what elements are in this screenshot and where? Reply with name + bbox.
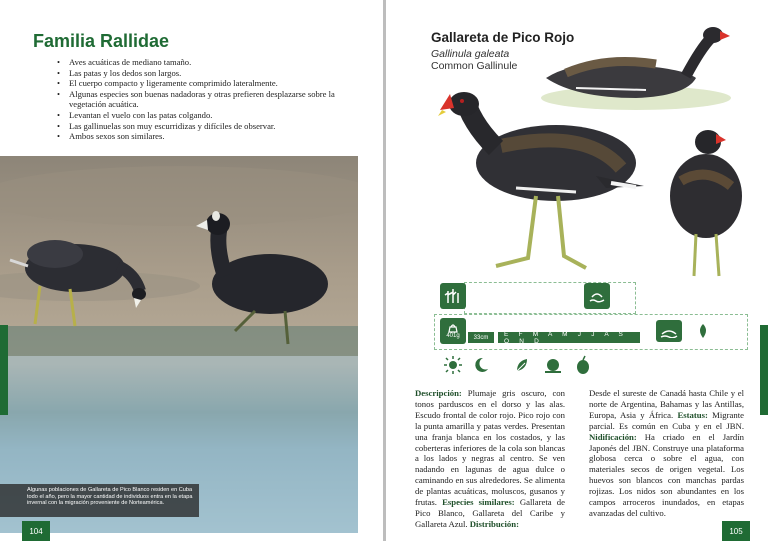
swim-icon <box>656 320 682 342</box>
description-text: Plumaje gris oscuro, con tonos parduscos en el dorso y las alas. Escudo frontal de color rojo. Pico rojo con la punta amarilla y patas verdes. Presentan una franja blanca en los costados, y las coberteras inferiores de la cola son blancas a los lados y negras al centro. Se ven nadando en lagunas de agua dulce o caminando en sus alrededores. Se alimenta de plantas acuáticas, moluscos, gusanos y frutas. <box>415 388 565 508</box>
coot-photo <box>0 156 358 533</box>
weight-icon <box>440 318 466 344</box>
trait-item: • Las patas y los dedos son largos. <box>55 68 355 79</box>
habitat-water-icon <box>584 283 610 309</box>
diet-snail-icon <box>540 352 566 378</box>
weight-value: 401g <box>446 333 460 339</box>
months-bar: E F M A M J J A S O N D <box>498 332 640 343</box>
diet-fruit-icon <box>570 352 596 378</box>
trait-item: • Algunas especies son buenas nadadoras y otras prefieren desplazarse sobre la vegetación acuática. <box>55 89 355 110</box>
nesting-text: Ha criado en el Jardín Japonés del JBN. Construye una plataforma globosa cerca o sobre el agua, con materiales secos de origen vegetal. Los huevos son blancos con manchas pardas rojizas. Los nidos son abundantes en los campos arroceros inundados, en etapas avanzadas del cultivo. <box>589 431 744 518</box>
right-edge-bar <box>760 325 768 415</box>
similar-species-label: Especies similares: <box>442 497 515 508</box>
species-info-icons <box>434 282 746 382</box>
size-value: 33cm <box>468 332 494 343</box>
trait-item: • Levantan el vuelo con las patas colgando. <box>55 110 355 121</box>
trait-item: • Aves acuáticas de mediano tamaño. <box>55 57 355 68</box>
trait-item: • El cuerpo compacto y ligeramente comprimido lateralmente. <box>55 78 355 89</box>
page-number-right: 105 <box>722 521 750 541</box>
description-label: Descripción: <box>415 388 462 398</box>
gallinule-rear-image <box>656 126 756 286</box>
description-column-1 <box>415 388 565 530</box>
coot-walking <box>196 211 328 344</box>
photo-caption: Algunas poblaciones de Gallareta de Pico Blanco residen en Cuba todo el año, pero la mayor cantidad de individuos entra en la etapa invernal con la migración proveniente de Norteamérica. <box>0 484 199 517</box>
similar-species-text: Gallareta de Pico Blanco, Gallareta del Caribe y Gallareta Azul. <box>415 497 566 529</box>
nesting-label: Nidificación: <box>589 431 637 442</box>
diet-plants-icon <box>510 352 536 378</box>
coot-photo-illustration <box>0 156 358 533</box>
habitat-forest-icon <box>440 283 466 309</box>
left-edge-bar <box>0 325 8 415</box>
page-number-left: 104 <box>22 521 50 541</box>
nocturnal-moon-icon <box>468 352 494 378</box>
family-title: Familia Rallidae <box>33 31 170 51</box>
gallinule-standing-image <box>436 88 651 278</box>
diurnal-sun-icon <box>440 352 466 378</box>
description-column-2 <box>589 388 744 519</box>
right-page <box>386 0 768 541</box>
species-title: Gallareta de Pico Rojo <box>431 30 575 45</box>
scientific-name: Gallinula galeata <box>431 48 510 60</box>
common-name: Common Gallinule <box>431 60 518 72</box>
distribution-text: Desde el sureste de Canadá hasta Chile y el norte de Argentina, Bahamas y las Antillas, Europa, Asia y África. <box>589 388 744 420</box>
family-traits-list <box>55 57 355 142</box>
trait-item: • Ambos sexos son similares. <box>55 131 355 142</box>
nesting-icon <box>690 320 716 342</box>
status-text: Migrante parcial. Es común en Cuba y en el JBN. <box>589 409 744 431</box>
trait-item: • Las gallinuelas son muy escurridizas y difíciles de observar. <box>55 121 355 132</box>
distribution-label: Distribución: <box>469 518 519 529</box>
status-label: Estatus: <box>677 409 708 420</box>
left-page <box>0 0 383 541</box>
